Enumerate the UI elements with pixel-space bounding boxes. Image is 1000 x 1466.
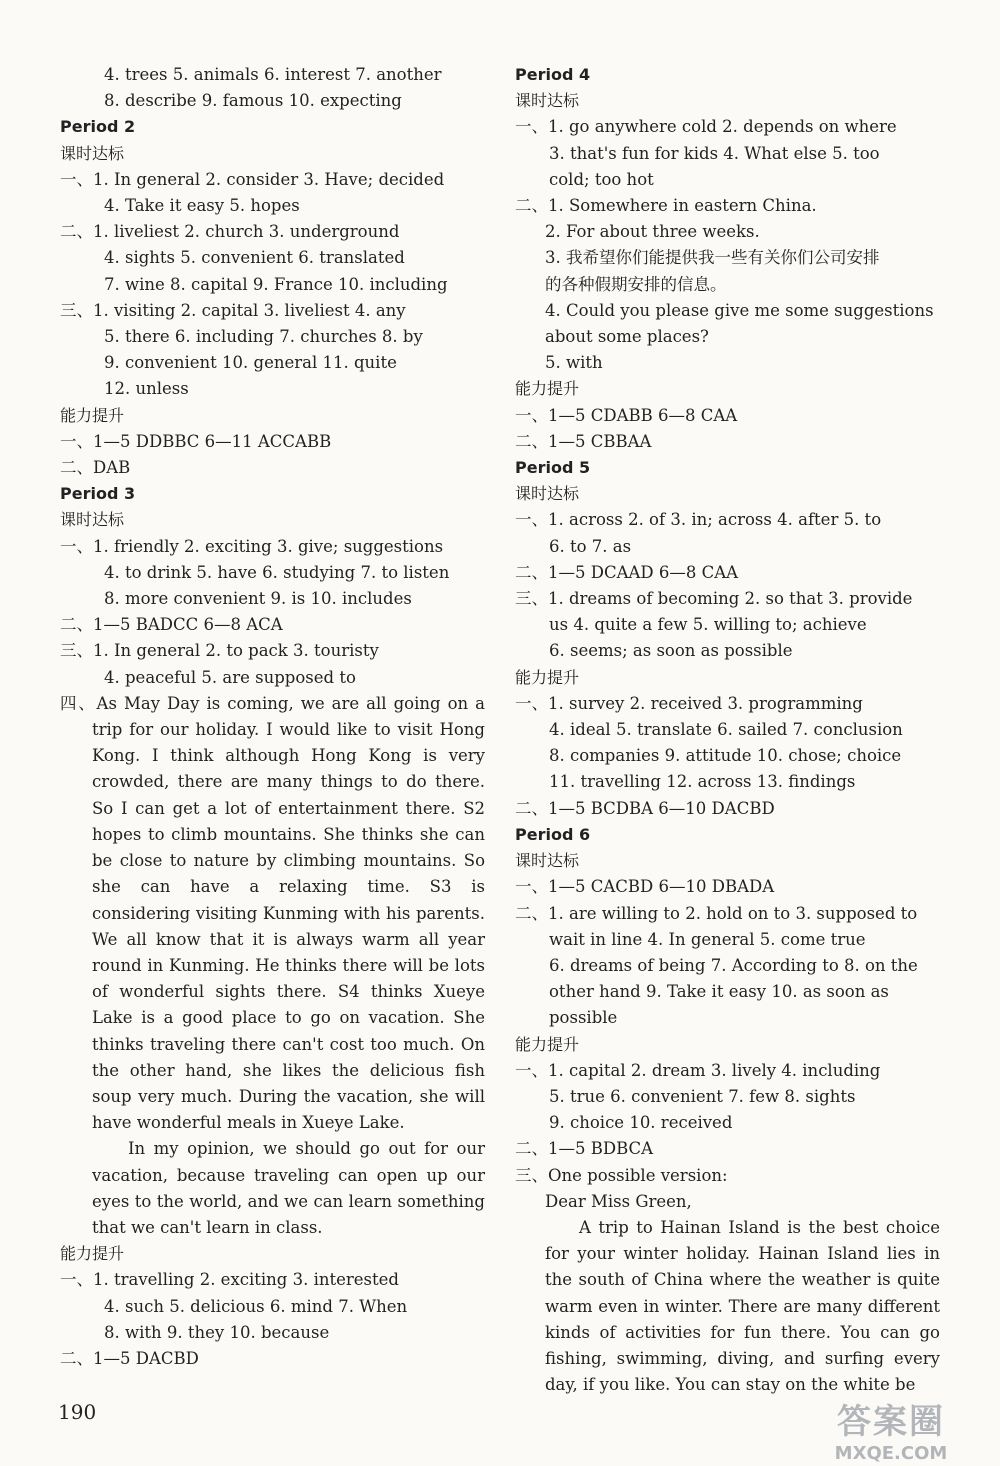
page-number: 190 — [58, 1400, 97, 1424]
answer-line: 三、One possible version: — [515, 1165, 728, 1185]
answer-line: 4. to drink 5. have 6. studying 7. to listen — [104, 562, 450, 582]
answer-line: us 4. quite a few 5. willing to; achieve — [549, 615, 867, 635]
answer-line: 二、DAB — [60, 458, 131, 478]
answer-line: 2. For about three weeks. — [545, 222, 760, 242]
answer-line: 5. true 6. convenient 7. few 8. sights — [549, 1086, 856, 1106]
answer-line: 8. more convenient 9. is 10. includes — [104, 589, 412, 609]
answer-line: 一、1. across 2. of 3. in; across 4. after 5. to — [515, 510, 882, 530]
answer-line: 12. unless — [104, 379, 189, 399]
answer-line: 8. with 9. they 10. because — [104, 1322, 330, 1342]
answer-line: 二、1—5 BADCC 6—8 ACA — [60, 615, 283, 635]
answer-line: 5. there 6. including 7. churches 8. by — [104, 327, 423, 347]
answer-line: 一、1. capital 2. dream 3. lively 4. including — [515, 1060, 881, 1080]
left-column — [60, 62, 485, 1372]
answer-line: 的各种假期安排的信息。 — [545, 274, 727, 294]
answer-line: 一、1—5 CACBD 6—10 DBADA — [515, 877, 775, 897]
answer-line: 6. seems; as soon as possible — [549, 641, 793, 661]
answer-line: wait in line 4. In general 5. come true — [549, 929, 866, 949]
answer-line: 4. such 5. delicious 6. mind 7. When — [104, 1296, 408, 1316]
answer-line: 一、1—5 CDABB 6—8 CAA — [515, 405, 738, 425]
answer-line: Dear Miss Green, — [545, 1191, 692, 1211]
watermark-text: 答案圈 — [837, 1402, 945, 1442]
period-heading: Period 6 — [515, 824, 591, 844]
answer-line: 一、1. In general 2. consider 3. Have; decided — [60, 169, 445, 189]
essay-paragraph: 四、As May Day is coming, we are all going on a trip for our holiday. I would like to visit Hong Kong. I think although Hong Kong is very crowded, there are many things to do there. So I can get a lot of entertainment there. S2 hopes to climb mountains. She thinks she can be close to nature by climbing mountains. So she can have a relaxing time. S3 is considering visiting Kunming with his parents. We all know that it is always warm all year round in Kunming. He thinks there will be lots of wonderful sights there. S4 thinks Xueye Lake is a good place to go on vacation. She thinks traveling there can't cost too much. On the other hand, she likes the delicious fish soup very much. During the vacation, she will have wonderful meals in Xueye Lake. — [60, 693, 485, 1133]
answer-line: 3. that's fun for kids 4. What else 5. too — [549, 143, 880, 163]
answer-line: 5. with — [545, 353, 603, 373]
answer-line: 6. to 7. as — [549, 536, 632, 556]
section-heading: 能力提升 — [515, 667, 580, 687]
section-heading: 能力提升 — [60, 1244, 125, 1264]
answer-line: about some places? — [545, 327, 709, 347]
period-heading: Period 3 — [60, 484, 136, 504]
section-heading: 课时达标 — [515, 484, 580, 504]
answer-line: 一、1. travelling 2. exciting 3. interested — [60, 1270, 399, 1290]
answer-line: 一、1. survey 2. received 3. programming — [515, 693, 863, 713]
period-heading: Period 2 — [60, 117, 136, 137]
answer-line: 一、1—5 DDBBC 6—11 ACCABB — [60, 431, 332, 451]
answer-line: 二、1. liveliest 2. church 3. underground — [60, 222, 400, 242]
period-heading: Period 4 — [515, 65, 591, 84]
section-heading: 课时达标 — [60, 510, 125, 530]
section-heading: 能力提升 — [60, 405, 125, 425]
answer-line: 二、1. are willing to 2. hold on to 3. supposed to — [515, 903, 918, 923]
answer-line: 三、1. visiting 2. capital 3. liveliest 4. any — [60, 300, 406, 320]
answer-line: 一、1. friendly 2. exciting 3. give; suggestions — [60, 536, 444, 556]
answer-line: 4. Could you please give me some suggestions — [545, 300, 934, 320]
answer-line: 4. ideal 5. translate 6. sailed 7. conclusion — [549, 720, 903, 740]
answer-line: 二、1—5 DCAAD 6—8 CAA — [515, 562, 739, 582]
section-heading: 能力提升 — [515, 1034, 580, 1054]
answer-line: 三、1. In general 2. to pack 3. touristy — [60, 641, 379, 661]
answer-line: 7. wine 8. capital 9. France 10. including — [104, 274, 448, 294]
answer-line: cold; too hot — [549, 169, 654, 189]
answer-line: 4. trees 5. animals 6. interest 7. another — [104, 65, 442, 84]
section-heading: 能力提升 — [515, 379, 580, 399]
section-heading: 课时达标 — [515, 91, 580, 111]
answer-line: 9. choice 10. received — [549, 1113, 733, 1133]
answer-line: 三、1. dreams of becoming 2. so that 3. provide — [515, 589, 913, 609]
answer-line: 8. companies 9. attitude 10. chose; choice — [549, 746, 902, 766]
letter-paragraph: A trip to Hainan Island is the best choice for your winter holiday. Hainan Island lies in the south of China where the weather is quite warm even in winter. There are many different kinds of activities for fun there. You can go fishing, swimming, diving, and surfing every day, if you like. You can stay on the white be — [545, 1217, 940, 1395]
answer-line: possible — [549, 1008, 618, 1028]
watermark-url: MXQE.COM — [834, 1443, 948, 1464]
section-heading: 课时达标 — [60, 143, 125, 163]
section-heading: 课时达标 — [515, 851, 580, 871]
answer-line: 二、1—5 CBBAA — [515, 431, 652, 451]
right-column — [515, 62, 940, 1398]
answer-line: other hand 9. Take it easy 10. as soon as — [549, 982, 889, 1002]
answer-line: 4. peaceful 5. are supposed to — [104, 667, 356, 687]
answer-line: 9. convenient 10. general 11. quite — [104, 353, 397, 373]
answer-line: 8. describe 9. famous 10. expecting — [104, 91, 402, 111]
answer-line: 二、1. Somewhere in eastern China. — [515, 196, 817, 216]
answer-line: 二、1—5 DACBD — [60, 1348, 199, 1368]
answer-line: 一、1. go anywhere cold 2. depends on where — [515, 117, 897, 137]
answer-line: 4. sights 5. convenient 6. translated — [104, 248, 405, 268]
answer-line: 3. 我希望你们能提供我一些有关你们公司安排 — [545, 248, 880, 268]
answer-line: 6. dreams of being 7. According to 8. on the — [549, 955, 918, 975]
answer-line: 二、1—5 BDBCA — [515, 1139, 654, 1159]
watermark-logo — [796, 1394, 986, 1464]
period-heading: Period 5 — [515, 458, 591, 478]
answer-line: 11. travelling 12. across 13. findings — [549, 772, 856, 792]
essay-paragraph: In my opinion, we should go out for our vacation, because traveling can open up our eyes to the world, and we can learn something that we can't learn in class. — [92, 1139, 485, 1237]
answer-line: 4. Take it easy 5. hopes — [104, 196, 300, 216]
answer-line: 二、1—5 BCDBA 6—10 DACBD — [515, 798, 775, 818]
